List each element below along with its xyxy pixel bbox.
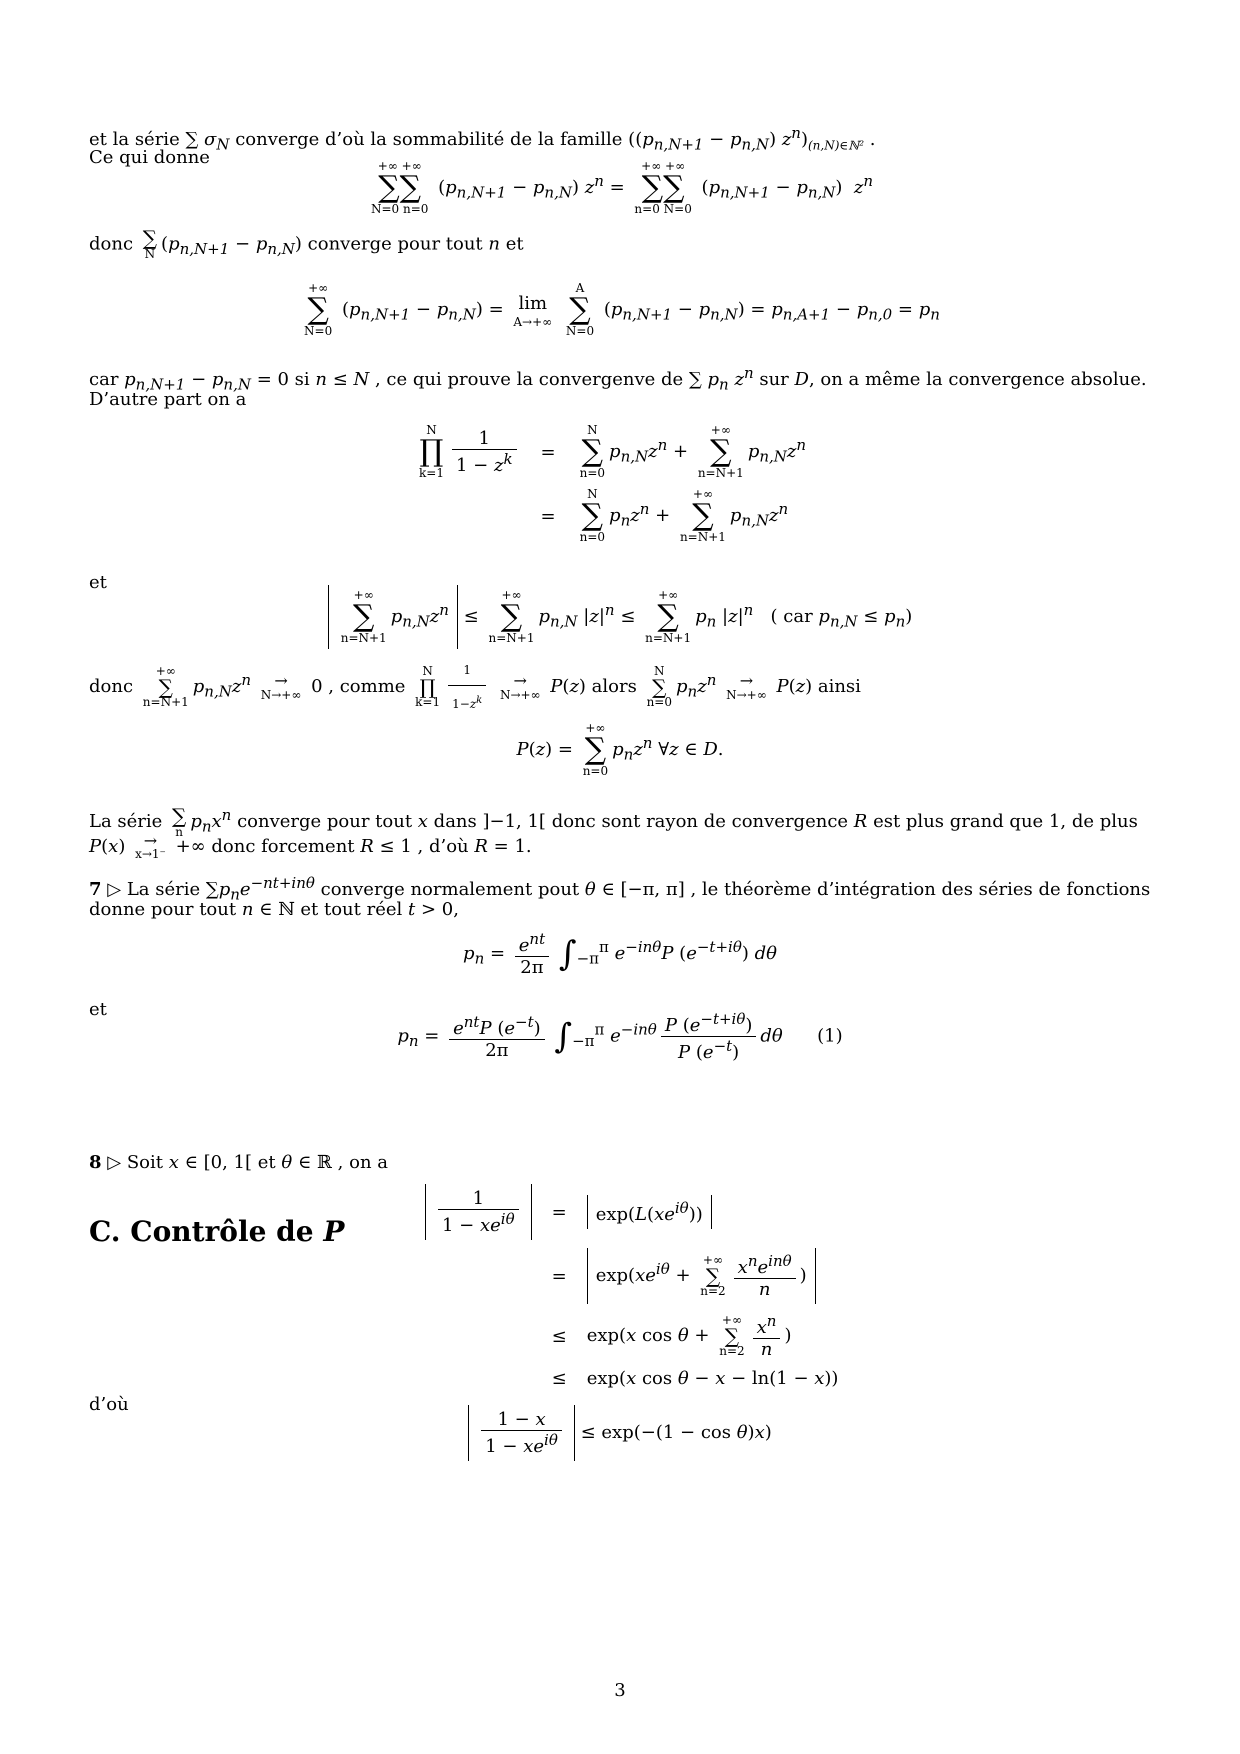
page-number: 3: [614, 1680, 626, 1701]
equation-bound: +∞ ∑ n=N+1 $p_{n,N}z^n$ ≤ +∞ ∑ n=N+1 $p_{n,N}$ $|z|^n$ ≤ +∞ ∑ n=N+1 $p_n$ $|z|^n$ ( car $p_{n,N} \le p_n$): [89, 585, 1151, 655]
paragraph-et-2: et: [89, 999, 107, 1020]
paragraph-donne: donne pour tout n ∈ ℕ et tout réel t > 0,: [89, 899, 459, 920]
equation-pn-integral: $p_n$ = $\frac{e^{nt}}{2\pi}$ $\int_{-\pi}^\pi$ $e^{-in\theta}P$ $(e^{-t+i\theta})$ dθ: [463, 930, 777, 978]
section-title: C. Contrôle de P: [89, 1215, 345, 1248]
equation-product-expansion: N ∏ k=1 $\frac{1}{1 - z^k}$ = N ∑ n=0 $p_{n,N}z^n$ + +∞ ∑ n=N+1 $p_{n,N}z^n$ = N ∑ n=0 $p_nz^n$ + +∞ ∑ n=N+1 $p_{n,N}z^n$: [419, 423, 807, 544]
equation-modulus-chain: $\frac{1}{1 - xe^{i\theta}}$ = $\exp(L(xe^{i\theta}))$ = $\exp(xe^{i\theta}$ + +∞ ∑ n=2 $\frac{x^ne^{in\theta}}{n}$ ) ≤ exp(x cos θ + +∞ ∑ n=2 $\frac{x^n}{n}$ ) ≤ exp(x cos θ − x − ln(1 − x)): [415, 1180, 848, 1393]
equation-double-sum: +∞ +∞ ∑∑ N=0 n=0 $(p_{n,N+1} - p_{n,N}) z^n$ = +∞ +∞ ∑∑ n=0 N=0 $(p_{n,N+1} - p_{n,N})$ $z^n$: [370, 159, 874, 216]
paragraph-radius: La série ∑ n $p_nx^n$ converge pour tout x dans ]−1, 1[ donc sont rayon de convergence R est plus grand que 1, de plus: [89, 803, 1138, 839]
paragraph-dautre-part: D’autre part on a: [89, 389, 247, 410]
paragraph-et-1: et: [89, 572, 107, 593]
paragraph-donc-limits: donc +∞ ∑ n=N+1 $p_{n,N}z^n$ → N→+∞ 0 , comme N ∏ k=1 $\frac{1}{1-z^k}$ → N→+∞ P(z) alors N ∑ n=0 $p_nz^n$ → N→+∞ P(z) ainsi: [89, 655, 1151, 705]
paragraph-donc-converge: donc ∑ N $(p_{n,N+1} - p_{n,N})$ converge pour tout n et: [89, 226, 524, 261]
paragraph-item-8: 8 ▷ Soit x ∈ [0, 1[ et θ ∈ ℝ , on a: [89, 1152, 389, 1173]
paragraph-dou: d’où: [89, 1394, 129, 1415]
paragraph-item-7: 7 ▷ La série $\sum p_ne^{-nt+in\theta}$ converge normalement pout θ ∈ [−π, π] , le théorème d’intégration des séries de fonctions: [89, 874, 1151, 904]
equation-pz: P(z) = +∞ ∑ n=0 $p_nz^n$ ∀z ∈ D.: [516, 721, 724, 778]
equation-pn-integral-ratio: $p_n$ = $\frac{e^{nt}P (e^{-t})}{2\pi}$ $\int_{-\pi}^\pi$ $e^{-in\theta}$ $\frac{P (e^{-t+i\theta})}{P (e^{-t})}$ dθ (1): [397, 1010, 843, 1063]
paragraph-car: car $p_{n,N+1} - p_{n,N} = 0$ si n ≤ N , ce qui prouve la convergenve de ∑ $p_n$ $z^n$ sur D, on a même la convergence absolue.: [89, 364, 1147, 394]
paragraph-summability: et la série ∑ $\sigma_N$ converge d’où la sommabilité de la famille ($(p_{n,N+1} - p_{n,N})$ $z^n)_{(n,N)\in ℕ^2}$ .: [89, 124, 876, 154]
paragraph-r-equals-one: P(x) → x→1⁻ +∞ donc forcement R ≤ 1 , d’où R = 1.: [89, 830, 532, 861]
equation-final-bound: $\frac{1 - x}{1 - xe^{i\theta}}$ ≤ exp(−(1 − cos θ)x): [89, 1405, 1151, 1465]
paragraph-ce-qui-donne: Ce qui donne: [89, 147, 210, 168]
equation-telescoping: +∞ ∑ N=0 $(p_{n,N+1} - p_{n,N})$ = lim A→+∞ A ∑ N=0 $(p_{n,N+1} - p_{n,N}) = p_{n,A+1} - p_{n,0} = p_n$: [304, 281, 940, 338]
equation-label: (1): [817, 1025, 843, 1047]
